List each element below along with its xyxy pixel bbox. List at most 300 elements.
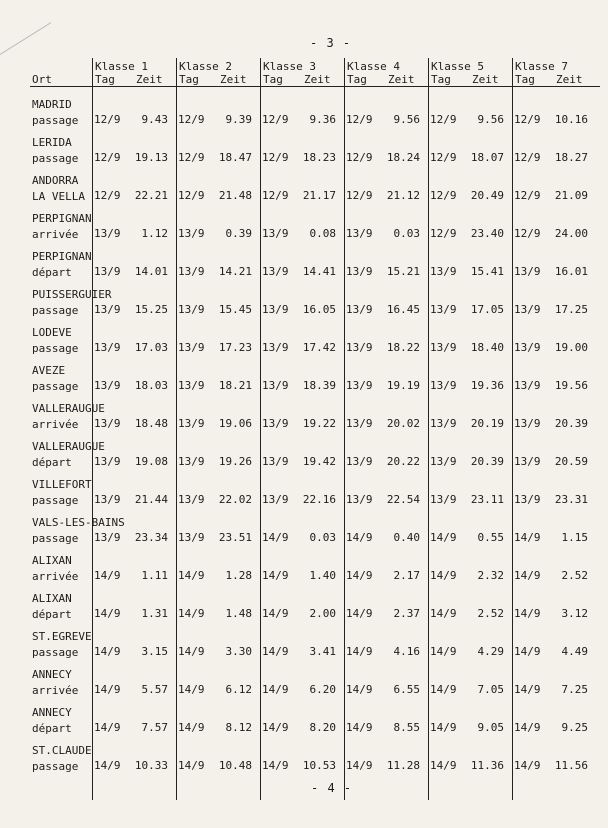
time-cell — [94, 607, 168, 623]
cell-day: 14/9 — [430, 645, 457, 658]
cell-day: 12/9 — [514, 113, 541, 126]
time-cell — [514, 645, 588, 661]
cell-day: 12/9 — [178, 113, 205, 126]
cell-day: 14/9 — [430, 683, 457, 696]
cell-time: 23.40 — [470, 227, 504, 240]
cell-day: 13/9 — [514, 341, 541, 354]
cell-time: 22.21 — [134, 189, 168, 202]
cell-time: 9.56 — [477, 113, 504, 126]
station-status: passage — [32, 304, 79, 317]
cell-day: 13/9 — [262, 417, 289, 430]
time-cell — [346, 113, 420, 129]
header-underline — [30, 86, 600, 87]
station-name: PERPIGNAN — [32, 212, 92, 225]
cell-day: 13/9 — [94, 455, 121, 468]
column-rule — [344, 58, 345, 800]
cell-day: 12/9 — [430, 113, 457, 126]
tag-header: Tag — [95, 73, 115, 86]
zeit-header: Zeit — [472, 73, 499, 86]
time-cell — [346, 759, 420, 775]
time-cell — [346, 379, 420, 395]
cell-time: 18.07 — [470, 151, 504, 164]
time-cell — [94, 303, 168, 319]
ort-header: Ort — [32, 73, 52, 86]
station-status: arrivée — [32, 684, 79, 697]
time-cell — [430, 759, 504, 775]
time-cell — [262, 151, 336, 167]
time-cell — [178, 721, 252, 737]
time-cell — [178, 759, 252, 775]
cell-day: 13/9 — [94, 303, 121, 316]
cell-time: 4.29 — [477, 645, 504, 658]
cell-day: 14/9 — [514, 683, 541, 696]
cell-day: 13/9 — [94, 379, 121, 392]
class-header: Klasse 4 — [347, 60, 400, 73]
cell-day: 12/9 — [178, 151, 205, 164]
time-cell — [94, 759, 168, 775]
cell-day: 12/9 — [514, 189, 541, 202]
station-name: LODEVE — [32, 326, 72, 339]
cell-time: 2.00 — [309, 607, 336, 620]
time-cell — [514, 265, 588, 281]
zeit-header: Zeit — [220, 73, 247, 86]
time-cell — [178, 151, 252, 167]
time-cell — [430, 569, 504, 585]
time-cell — [178, 303, 252, 319]
cell-day: 13/9 — [346, 417, 373, 430]
cell-day: 14/9 — [262, 683, 289, 696]
station-status: départ — [32, 722, 72, 735]
cell-time: 18.24 — [386, 151, 420, 164]
cell-day: 14/9 — [430, 759, 457, 772]
time-cell — [262, 607, 336, 623]
time-cell — [94, 645, 168, 661]
cell-time: 18.03 — [134, 379, 168, 392]
cell-day: 14/9 — [262, 721, 289, 734]
cell-time: 16.05 — [302, 303, 336, 316]
cell-time: 20.59 — [554, 455, 588, 468]
cell-time: 1.12 — [141, 227, 168, 240]
cell-time: 19.42 — [302, 455, 336, 468]
cell-day: 12/9 — [346, 113, 373, 126]
cell-time: 19.36 — [470, 379, 504, 392]
cell-day: 12/9 — [262, 113, 289, 126]
time-cell — [346, 493, 420, 509]
cell-time: 8.55 — [393, 721, 420, 734]
cell-time: 18.48 — [134, 417, 168, 430]
cell-day: 13/9 — [346, 455, 373, 468]
cell-day: 13/9 — [346, 379, 373, 392]
time-cell — [514, 759, 588, 775]
time-cell — [178, 417, 252, 433]
cell-day: 13/9 — [262, 303, 289, 316]
time-cell — [430, 417, 504, 433]
cell-day: 12/9 — [514, 151, 541, 164]
cell-day: 13/9 — [178, 379, 205, 392]
column-rule — [92, 58, 93, 800]
cell-time: 0.03 — [393, 227, 420, 240]
time-cell — [178, 607, 252, 623]
time-cell — [262, 189, 336, 205]
time-cell — [178, 683, 252, 699]
time-cell — [94, 151, 168, 167]
cell-time: 10.33 — [134, 759, 168, 772]
cell-day: 12/9 — [346, 189, 373, 202]
cell-time: 23.31 — [554, 493, 588, 506]
time-cell — [514, 721, 588, 737]
cell-time: 0.40 — [393, 531, 420, 544]
cell-day: 14/9 — [94, 607, 121, 620]
cell-time: 17.42 — [302, 341, 336, 354]
time-cell — [346, 227, 420, 243]
cell-day: 14/9 — [430, 607, 457, 620]
time-cell — [430, 341, 504, 357]
cell-day: 13/9 — [430, 303, 457, 316]
cell-day: 14/9 — [514, 531, 541, 544]
time-cell — [514, 417, 588, 433]
time-cell — [514, 189, 588, 205]
cell-time: 5.57 — [141, 683, 168, 696]
time-cell — [430, 379, 504, 395]
cell-day: 13/9 — [430, 379, 457, 392]
station-status: arrivée — [32, 570, 79, 583]
cell-day: 12/9 — [430, 151, 457, 164]
cell-day: 13/9 — [514, 493, 541, 506]
cell-time: 1.48 — [225, 607, 252, 620]
time-cell — [514, 683, 588, 699]
cell-day: 13/9 — [430, 341, 457, 354]
station-name: ANNECY — [32, 668, 72, 681]
time-cell — [514, 531, 588, 547]
cell-time: 1.40 — [309, 569, 336, 582]
cell-day: 13/9 — [262, 265, 289, 278]
cell-day: 13/9 — [178, 341, 205, 354]
cell-day: 13/9 — [178, 303, 205, 316]
cell-time: 1.31 — [141, 607, 168, 620]
time-cell — [514, 303, 588, 319]
cell-day: 14/9 — [94, 683, 121, 696]
time-cell — [514, 607, 588, 623]
cell-time: 9.56 — [393, 113, 420, 126]
cell-time: 18.21 — [218, 379, 252, 392]
station-name: PERPIGNAN — [32, 250, 92, 263]
cell-day: 14/9 — [94, 645, 121, 658]
station-name: AVEZE — [32, 364, 66, 377]
cell-day: 13/9 — [94, 341, 121, 354]
cell-time: 16.01 — [554, 265, 588, 278]
time-cell — [430, 303, 504, 319]
page-number-bottom: - 4 - — [311, 781, 353, 795]
class-header: Klasse 7 — [515, 60, 568, 73]
cell-day: 14/9 — [262, 531, 289, 544]
cell-time: 18.23 — [302, 151, 336, 164]
time-cell — [430, 645, 504, 661]
time-cell — [262, 569, 336, 585]
cell-day: 12/9 — [94, 151, 121, 164]
cell-time: 19.26 — [218, 455, 252, 468]
cell-time: 9.43 — [141, 113, 168, 126]
cell-time: 2.17 — [393, 569, 420, 582]
cell-day: 14/9 — [346, 721, 373, 734]
zeit-header: Zeit — [388, 73, 415, 86]
time-cell — [514, 341, 588, 357]
cell-time: 7.25 — [561, 683, 588, 696]
cell-day: 14/9 — [178, 569, 205, 582]
time-cell — [178, 455, 252, 471]
station-status: passage — [32, 152, 79, 165]
time-cell — [430, 151, 504, 167]
cell-time: 15.25 — [134, 303, 168, 316]
cell-time: 17.23 — [218, 341, 252, 354]
cell-time: 18.27 — [554, 151, 588, 164]
time-cell — [178, 227, 252, 243]
time-cell — [430, 531, 504, 547]
cell-time: 19.00 — [554, 341, 588, 354]
time-cell — [94, 113, 168, 129]
cell-time: 4.49 — [561, 645, 588, 658]
tag-header: Tag — [179, 73, 199, 86]
cell-time: 20.49 — [470, 189, 504, 202]
cell-time: 22.54 — [386, 493, 420, 506]
cell-day: 13/9 — [178, 531, 205, 544]
cell-day: 12/9 — [262, 151, 289, 164]
cell-day: 14/9 — [514, 607, 541, 620]
cell-day: 13/9 — [346, 303, 373, 316]
time-cell — [178, 189, 252, 205]
cell-time: 14.41 — [302, 265, 336, 278]
station-name: ST.EGREVE — [32, 630, 92, 643]
time-cell — [178, 645, 252, 661]
station-status: passage — [32, 760, 79, 773]
cell-day: 12/9 — [430, 227, 457, 240]
cell-time: 1.11 — [141, 569, 168, 582]
cell-day: 13/9 — [346, 265, 373, 278]
cell-time: 20.02 — [386, 417, 420, 430]
cell-time: 19.13 — [134, 151, 168, 164]
cell-day: 14/9 — [514, 569, 541, 582]
time-cell — [262, 417, 336, 433]
cell-time: 1.15 — [561, 531, 588, 544]
cell-time: 24.00 — [554, 227, 588, 240]
cell-day: 14/9 — [430, 531, 457, 544]
time-cell — [94, 341, 168, 357]
station-name: VALLERAUGUE — [32, 440, 105, 453]
time-cell — [430, 113, 504, 129]
cell-time: 16.45 — [386, 303, 420, 316]
cell-time: 10.48 — [218, 759, 252, 772]
cell-day: 13/9 — [430, 265, 457, 278]
cell-day: 14/9 — [514, 721, 541, 734]
station-name: PUISSERGUIER — [32, 288, 112, 301]
time-cell — [262, 303, 336, 319]
station-name: LERIDA — [32, 136, 72, 149]
cell-day: 14/9 — [178, 607, 205, 620]
station-status: départ — [32, 608, 72, 621]
cell-day: 14/9 — [178, 645, 205, 658]
cell-time: 2.32 — [477, 569, 504, 582]
class-header: Klasse 1 — [95, 60, 148, 73]
time-cell — [94, 569, 168, 585]
time-cell — [262, 721, 336, 737]
cell-time: 19.22 — [302, 417, 336, 430]
cell-day: 13/9 — [178, 417, 205, 430]
zeit-header: Zeit — [556, 73, 583, 86]
station-status: passage — [32, 342, 79, 355]
cell-time: 17.03 — [134, 341, 168, 354]
cell-time: 19.06 — [218, 417, 252, 430]
cell-time: 22.16 — [302, 493, 336, 506]
time-cell — [262, 379, 336, 395]
cell-day: 13/9 — [178, 265, 205, 278]
cell-day: 13/9 — [430, 493, 457, 506]
cell-time: 9.25 — [561, 721, 588, 734]
column-rule — [176, 58, 177, 800]
time-cell — [346, 417, 420, 433]
cell-time: 11.56 — [554, 759, 588, 772]
cell-day: 12/9 — [178, 189, 205, 202]
zeit-header: Zeit — [136, 73, 163, 86]
cell-time: 17.25 — [554, 303, 588, 316]
cell-time: 8.20 — [309, 721, 336, 734]
time-cell — [430, 721, 504, 737]
station-name: MADRID — [32, 98, 72, 111]
cell-time: 11.28 — [386, 759, 420, 772]
time-cell — [178, 569, 252, 585]
time-cell — [430, 607, 504, 623]
station-name: ALIXAN — [32, 592, 72, 605]
cell-time: 20.22 — [386, 455, 420, 468]
station-status: LA VELLA — [32, 190, 85, 203]
cell-day: 14/9 — [262, 607, 289, 620]
cell-day: 13/9 — [94, 265, 121, 278]
cell-time: 19.08 — [134, 455, 168, 468]
cell-day: 12/9 — [94, 189, 121, 202]
cell-time: 0.03 — [309, 531, 336, 544]
time-cell — [178, 113, 252, 129]
station-name: ST.CLAUDE — [32, 744, 92, 757]
time-cell — [262, 531, 336, 547]
cell-day: 14/9 — [94, 569, 121, 582]
cell-time: 1.28 — [225, 569, 252, 582]
cell-time: 22.02 — [218, 493, 252, 506]
cell-day: 13/9 — [262, 227, 289, 240]
zeit-header: Zeit — [304, 73, 331, 86]
cell-time: 18.40 — [470, 341, 504, 354]
cell-time: 10.53 — [302, 759, 336, 772]
cell-day: 14/9 — [178, 683, 205, 696]
cell-time: 20.39 — [554, 417, 588, 430]
cell-time: 2.37 — [393, 607, 420, 620]
time-cell — [514, 151, 588, 167]
cell-time: 14.21 — [218, 265, 252, 278]
time-cell — [430, 455, 504, 471]
page-number-top: - 3 - — [310, 36, 352, 50]
time-cell — [178, 531, 252, 547]
time-cell — [514, 379, 588, 395]
cell-day: 13/9 — [94, 417, 121, 430]
cell-time: 18.39 — [302, 379, 336, 392]
cell-day: 13/9 — [262, 379, 289, 392]
page-edge-mark — [0, 22, 51, 55]
station-status: passage — [32, 646, 79, 659]
time-cell — [262, 493, 336, 509]
time-cell — [346, 721, 420, 737]
cell-day: 13/9 — [94, 493, 121, 506]
tag-header: Tag — [347, 73, 367, 86]
time-cell — [514, 455, 588, 471]
time-cell — [346, 569, 420, 585]
cell-day: 13/9 — [514, 417, 541, 430]
time-cell — [262, 341, 336, 357]
time-cell — [514, 113, 588, 129]
time-cell — [514, 227, 588, 243]
cell-time: 2.52 — [561, 569, 588, 582]
time-cell — [178, 265, 252, 281]
cell-day: 14/9 — [346, 607, 373, 620]
cell-day: 13/9 — [514, 379, 541, 392]
station-name: VALS-LES-BAINS — [32, 516, 125, 529]
cell-time: 8.12 — [225, 721, 252, 734]
station-status: passage — [32, 494, 79, 507]
cell-day: 14/9 — [94, 759, 121, 772]
station-name: ANNECY — [32, 706, 72, 719]
cell-day: 14/9 — [346, 569, 373, 582]
cell-day: 12/9 — [94, 113, 121, 126]
class-header: Klasse 3 — [263, 60, 316, 73]
time-cell — [178, 379, 252, 395]
time-cell — [94, 417, 168, 433]
cell-time: 7.57 — [141, 721, 168, 734]
cell-time: 10.16 — [554, 113, 588, 126]
cell-day: 13/9 — [178, 227, 205, 240]
cell-time: 11.36 — [470, 759, 504, 772]
cell-time: 23.51 — [218, 531, 252, 544]
time-cell — [94, 531, 168, 547]
cell-day: 14/9 — [178, 721, 205, 734]
time-cell — [430, 227, 504, 243]
column-rule — [512, 58, 513, 800]
time-cell — [178, 493, 252, 509]
time-cell — [94, 189, 168, 205]
cell-day: 13/9 — [178, 493, 205, 506]
time-cell — [430, 683, 504, 699]
time-cell — [514, 569, 588, 585]
time-cell — [346, 683, 420, 699]
cell-time: 21.44 — [134, 493, 168, 506]
time-cell — [178, 341, 252, 357]
cell-day: 13/9 — [262, 341, 289, 354]
cell-time: 7.05 — [477, 683, 504, 696]
cell-time: 20.39 — [470, 455, 504, 468]
cell-time: 0.39 — [225, 227, 252, 240]
cell-day: 13/9 — [94, 227, 121, 240]
cell-time: 23.11 — [470, 493, 504, 506]
cell-time: 15.45 — [218, 303, 252, 316]
cell-day: 14/9 — [346, 531, 373, 544]
cell-day: 13/9 — [430, 417, 457, 430]
cell-time: 6.20 — [309, 683, 336, 696]
time-cell — [94, 455, 168, 471]
time-cell — [94, 227, 168, 243]
cell-day: 13/9 — [262, 455, 289, 468]
station-status: départ — [32, 456, 72, 469]
station-status: passage — [32, 380, 79, 393]
station-status: arrivée — [32, 418, 79, 431]
cell-day: 13/9 — [346, 341, 373, 354]
cell-time: 9.36 — [309, 113, 336, 126]
cell-day: 13/9 — [346, 227, 373, 240]
cell-day: 13/9 — [514, 303, 541, 316]
